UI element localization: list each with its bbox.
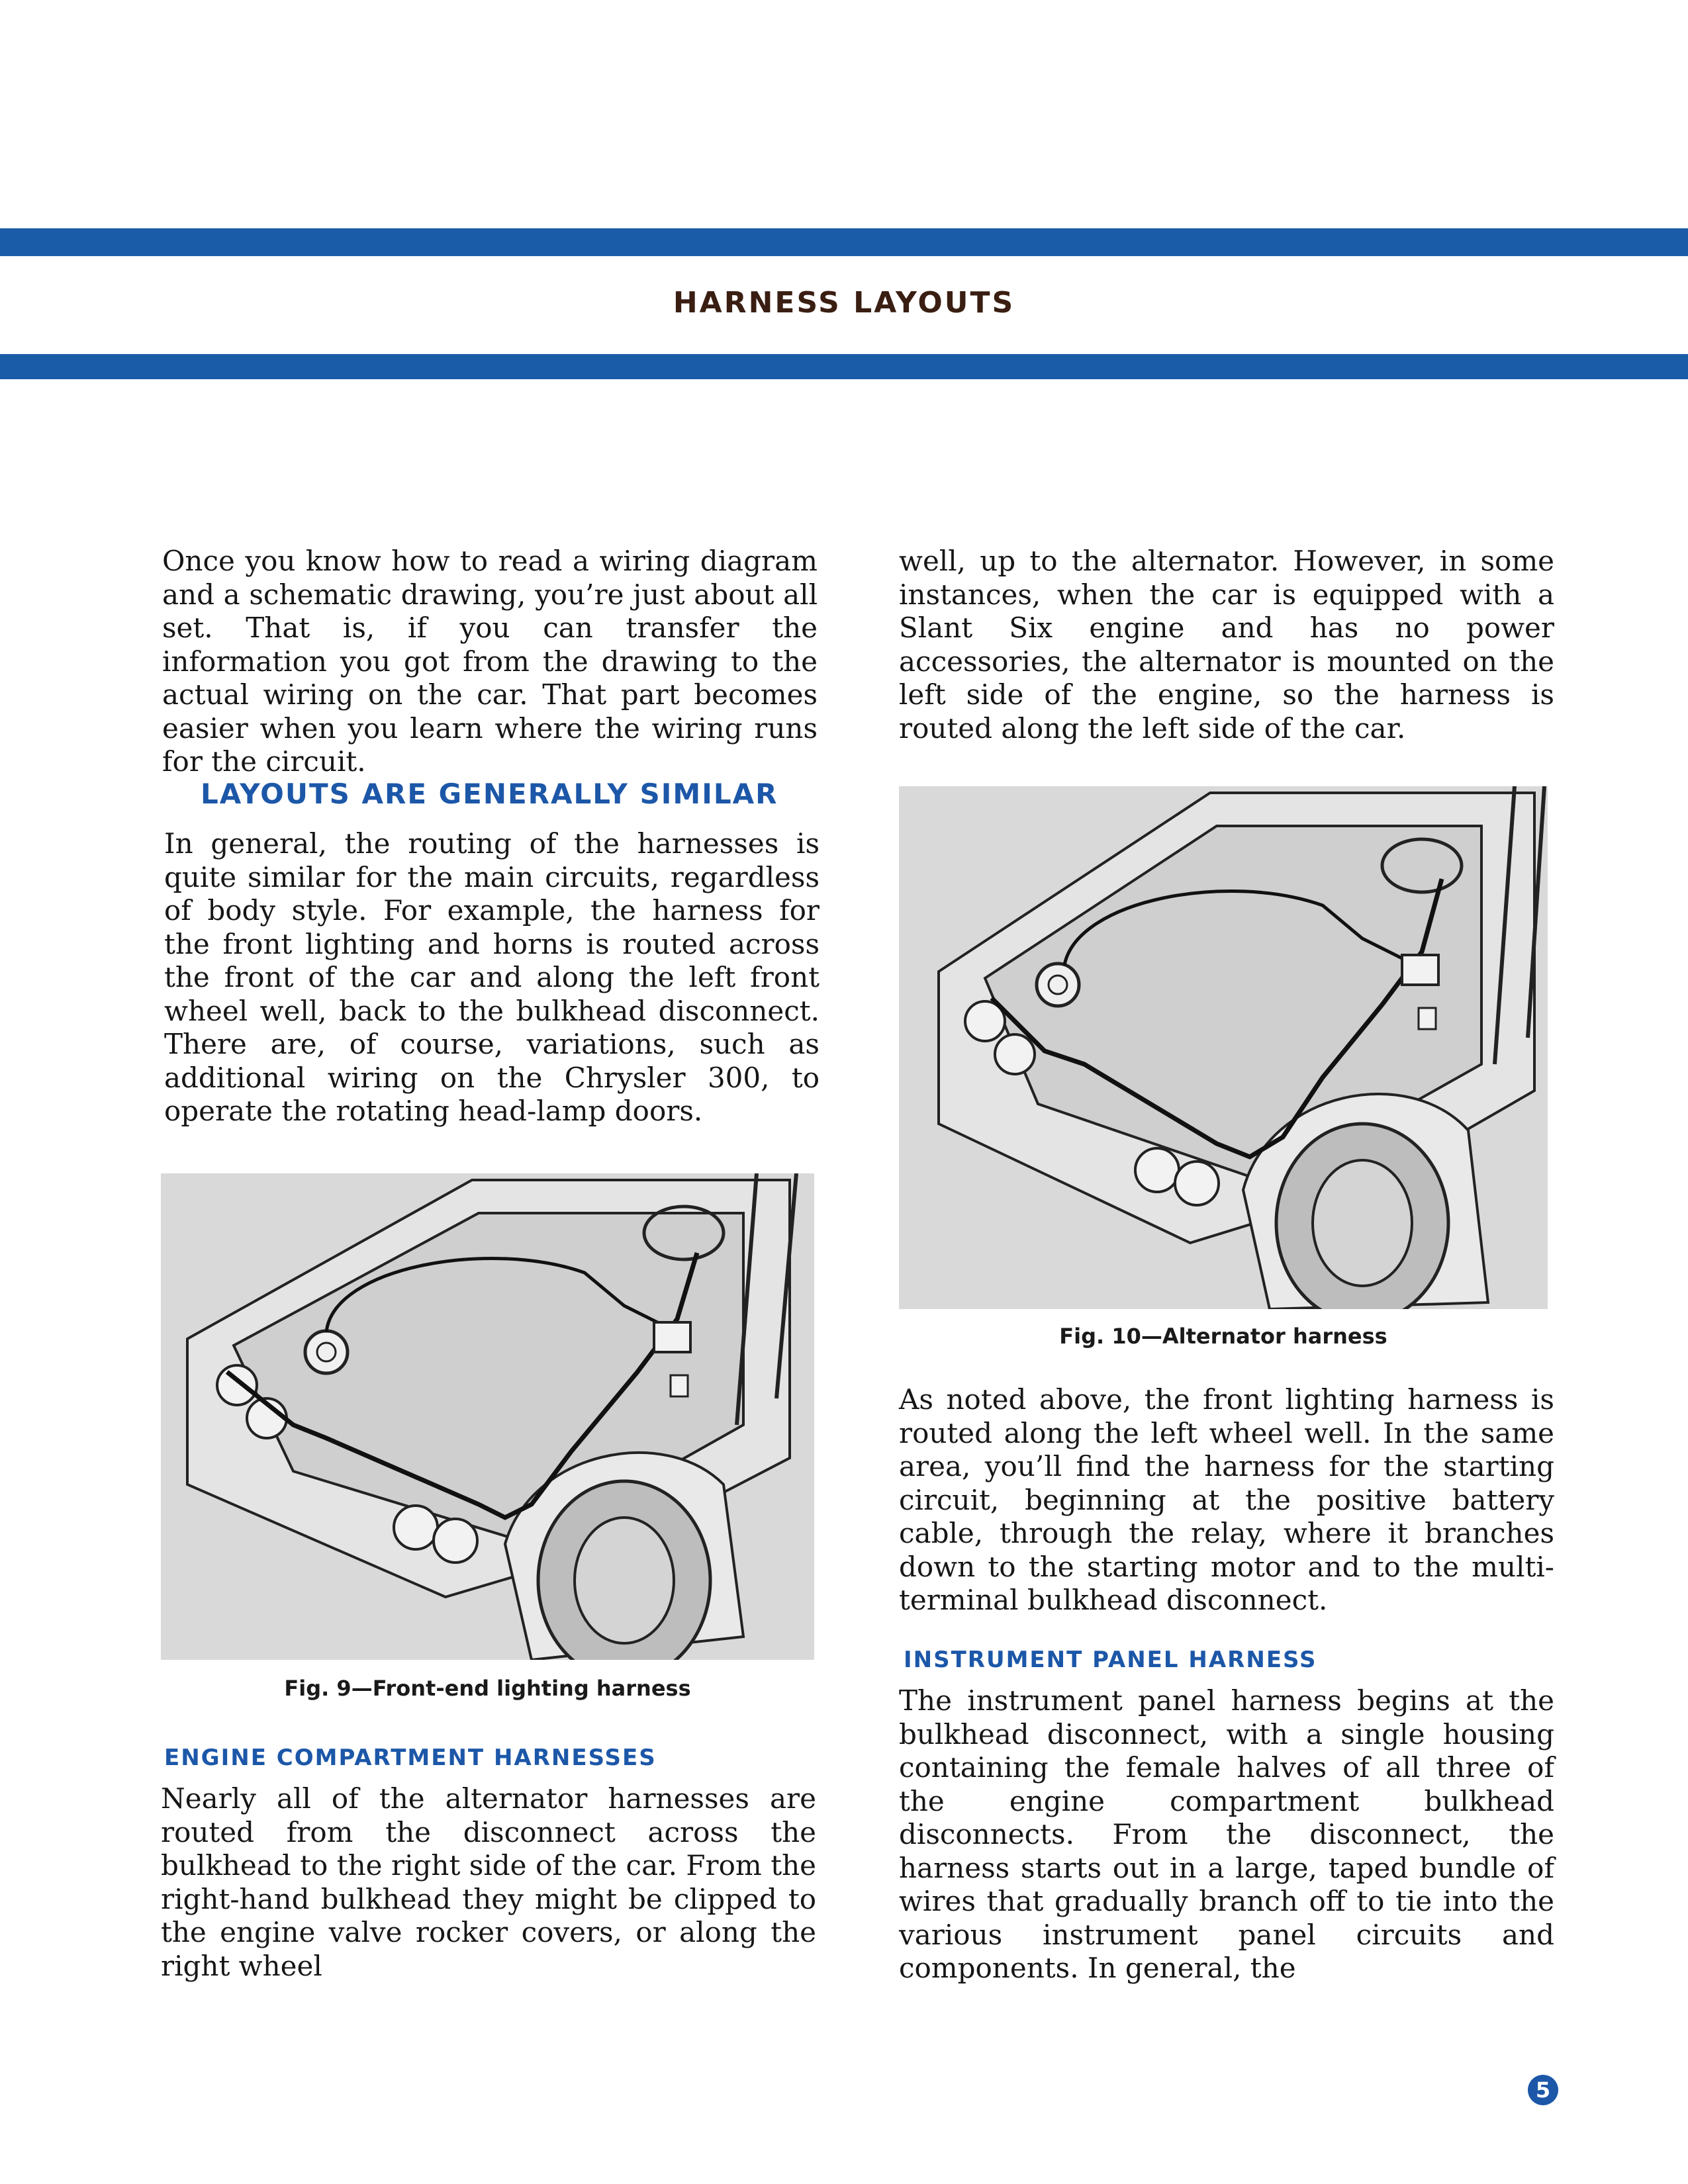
heading-engine-compartment: ENGINE COMPARTMENT HARNESSES [164, 1745, 657, 1771]
front-end-lighting-harness-drawing [161, 1173, 814, 1660]
page-title: HARNESS LAYOUTS [673, 286, 1015, 320]
engine-paragraph: Nearly all of the alternator harnesses are routed from the disconnect across the bulkhead to the right side of the car. From the right-hand bulkhead they might be clipped to the engine valve rocker covers, or along the right wheel [161, 1782, 816, 1982]
intro-paragraph: Once you know how to read a wiring diagram and a schematic drawing, you’re just about all set. That is, if you can transfer the information you got from the drawing to the actual wiring on the car. That part becomes easier when you learn where the wiring runs for the circuit. [162, 545, 818, 778]
similar-paragraph: In general, the routing of the harnesses is quite similar for the main circuits, regardless of body style. For example, the harness for the front lighting and horns is routed across the front of the car and along the left front wheel well, back to the bulkhead disconnect. There are, of course, variations, such as additional wiring on the Chrysler 300, to operate the rotating head-lamp doors. [164, 827, 820, 1127]
header-band-top [0, 228, 1688, 256]
noted-paragraph: As noted above, the front lighting harness is routed along the left wheel well. In the same area, you’ll find the harness for the starting circuit, beginning at the positive battery cable, through the relay, where it branches down to the starting motor and to the multi-terminal bulkhead disconnect. [899, 1383, 1554, 1616]
heading-layouts-similar: LAYOUTS ARE GENERALLY SIMILAR [201, 778, 778, 810]
figure-10-caption: Fig. 10—Alternator harness [1059, 1324, 1387, 1349]
right-continued-paragraph: well, up to the alternator. However, in some instances, when the car is equipped with a Slant Six engine and has no power accessories, the alternator is mounted on the left side of the engine, so the harness is routed along the left side of the car. [899, 545, 1554, 745]
heading-instrument-panel: INSTRUMENT PANEL HARNESS [904, 1647, 1317, 1673]
header-band-bottom [0, 354, 1688, 379]
figure-9-caption: Fig. 9—Front-end lighting harness [284, 1676, 691, 1701]
page-number-badge: 5 [1528, 2075, 1558, 2105]
figure-9-illustration [161, 1173, 814, 1660]
alternator-harness-drawing [899, 786, 1548, 1309]
instrument-paragraph: The instrument panel harness begins at the bulkhead disconnect, with a single housing containing the female halves of all three of the engine compartment bulkhead disconnects. From the disconnect, the harness starts out in a large, taped bundle of wires that gradually branch off to tie into the various instrument panel circuits and components. In general, the [899, 1684, 1554, 1984]
figure-10-illustration [899, 786, 1548, 1309]
